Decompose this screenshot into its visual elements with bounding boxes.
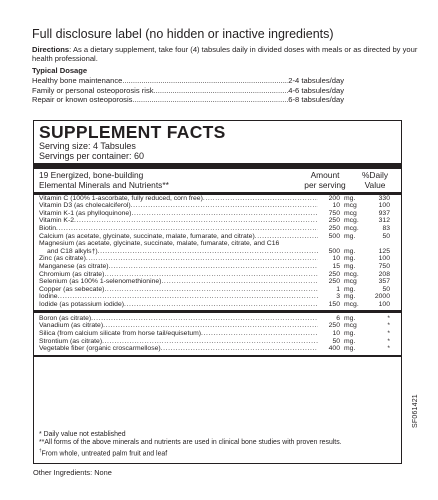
nutrient-row [39,278,396,286]
leader-dots [124,301,318,309]
nutrient-name-cell [39,225,318,233]
nutrient-name-cell [39,240,318,248]
leader-dots [279,240,318,248]
nutrient-name-cell [39,322,318,330]
nutrient-amount: 250 [328,224,340,232]
nutrient-name-cell [39,345,318,353]
nutrient-row [39,286,396,294]
leader-dots [131,202,318,210]
header-name [39,171,296,190]
nutrient-name-cell [39,301,318,309]
nutrient-unit: mg. [344,330,356,338]
leader-dots [132,95,288,105]
nutrient-name: Iodine [39,293,58,301]
nutrient-name: Chromium (as citrate) [39,270,105,278]
nutrient-daily-value: 125 [378,247,390,255]
nutrient-name-cell [39,217,318,225]
supplement-facts-panel [33,120,402,464]
header-dv-line2: Value [364,179,386,190]
nutrient-name: Vanadium (as citrate) [39,322,104,330]
nutrient-name: Selenium (as 100% 1-selenomethionine) [39,278,162,286]
nutrient-name: Zinc (as citrate) [39,255,86,263]
dosage-list [32,76,432,105]
other-nutrient-rows [34,315,401,353]
nutrient-daily-value: 937 [378,209,390,217]
nutrient-unit: mcg [344,202,357,210]
nutrient-name: Manganese (as citrate) [39,262,109,270]
leader-dots [104,286,318,294]
nutrient-amount: 500 [328,232,340,240]
leader-dots [109,263,318,271]
nutrient-amount: 50 [332,337,340,345]
nutrient-amount [318,240,340,248]
nutrient-row [39,240,396,248]
nutrient-daily-value: * [387,345,390,353]
header-dv-line1: %Daily [361,170,389,180]
footnotes [39,431,394,459]
nutrient-daily-value: 50 [382,232,390,240]
nutrient-amount: 1 [336,285,340,293]
nutrient-amount: 250 [328,270,340,278]
nutrient-amount: 500 [328,247,340,255]
directions-body: : As a dietary supplement, take four (4) tabsules daily in divided doses with meals or as directed by your health professional. [32,45,418,64]
nutrient-name: Vitamin K-1 (as phylloquinone) [39,209,132,217]
header-amount [296,171,354,190]
dosage-label: Repair or known osteoporosis [32,95,133,105]
nutrient-daily-value: 750 [378,262,390,270]
dosage-value: 6-8 tabsules/day [288,95,344,105]
nutrient-daily-value: 2000 [374,293,390,301]
leader-dots [255,233,318,241]
nutrient-name: Magnesium (as acetate, glycinate, succinate, malate, fumarate, citrate, and C16 [39,240,280,248]
nutrient-unit: mg. [344,314,356,322]
nutrient-daily-value: 208 [378,270,390,278]
nutrient-name: Silica (from calcium silicate from horse tail/equisetum) [39,330,202,338]
footnote-palm [39,447,394,459]
nutrient-daily-value: 330 [378,194,390,202]
leader-dots [56,225,318,233]
nutrient-name-cell [39,210,318,218]
leader-dots [58,293,318,301]
nutrient-rows [34,195,401,309]
nutrient-row [39,322,396,330]
nutrient-amount: 400 [328,345,340,353]
servings-per-container: Servings per container: 60 [39,151,145,161]
nutrient-name: Vegetable fiber (organic croscarmellose) [39,345,161,353]
disclosure-section [32,27,432,105]
leader-dots [161,278,318,286]
nutrient-name-cell [39,330,318,338]
footnote-palm-text: From whole, untreated palm fruit and leaf [41,450,168,458]
nutrient-unit: mcg. [344,224,359,232]
other-ingredients: Other Ingredients: None [33,468,112,477]
nutrient-name: Copper (as sebecate) [39,285,105,293]
nutrient-unit: mcg. [344,270,359,278]
nutrient-daily-value: 357 [378,278,390,286]
leader-dots [103,322,318,330]
header-daily-value [354,171,396,190]
nutrient-unit: mg. [344,232,356,240]
nutrient-row [39,225,396,233]
nutrient-amount: 6 [336,314,340,322]
nutrient-name: Boron (as citrate) [39,314,92,322]
nutrient-amount: 10 [332,255,340,263]
nutrient-row [39,315,396,323]
nutrient-unit: mg. [344,285,356,293]
footnote-clinical: **All forms of the above minerals and nutrients are used in clinical bone studies with proven results. [39,439,342,447]
nutrient-daily-value: 312 [378,217,390,225]
nutrient-name-cell [39,338,318,346]
nutrient-row [39,271,396,279]
nutrient-row [39,263,396,271]
nutrient-unit: mg. [344,293,356,301]
nutrient-amount: 250 [328,322,340,330]
nutrient-unit [340,240,366,248]
nutrient-unit: mg. [344,262,356,270]
nutrient-row [39,202,396,210]
label-code: SF061421 [412,394,419,428]
nutrient-unit: mcg. [344,217,359,225]
nutrient-daily-value: 50 [382,285,390,293]
nutrient-name-cell [39,233,318,241]
column-header [34,169,401,192]
leader-dots [122,76,288,86]
nutrient-row [39,338,396,346]
nutrient-unit: mcg [344,322,357,330]
nutrient-row [39,248,396,256]
nutrient-row [39,210,396,218]
serving-size: Serving size: 4 Tabsules [39,141,136,151]
nutrient-name-cell [39,255,318,263]
nutrient-name-cell [39,202,318,210]
dosage-row [32,76,344,86]
leader-dots [154,86,289,96]
leader-dots [86,255,318,263]
nutrient-row [39,195,396,203]
nutrient-unit: mcg [344,209,357,217]
nutrient-unit: mg. [344,345,356,353]
nutrient-daily-value: * [387,322,390,330]
panel-title: SUPPLEMENT FACTS [39,122,226,142]
nutrient-name-cell [39,195,318,203]
nutrient-daily-value: 100 [378,202,390,210]
dosage-label: Healthy bone maintenance [32,75,123,85]
nutrient-row [39,330,396,338]
leader-dots [74,217,318,225]
nutrient-name: Calcium (as acetate, glycinate, succinate, malate, fumarate, and citrate) [39,232,255,240]
nutrient-name-cell [39,278,318,286]
nutrient-name-cell [39,271,318,279]
nutrient-row [39,293,396,301]
header-name-line1: 19 Energized, bone-building [39,170,144,180]
nutrient-unit: mg. [344,255,356,263]
dosage-row [32,86,344,96]
header-amount-line2: per serving [304,179,346,190]
nutrient-row [39,217,396,225]
nutrient-amount: 10 [332,330,340,338]
nutrient-amount: 3 [336,293,340,301]
nutrient-amount: 150 [328,300,340,308]
nutrient-amount: 750 [328,209,340,217]
nutrient-name: Vitamin C (100% 1-ascorbate, fully reduced, corn free) [39,194,203,202]
nutrient-amount: 250 [328,278,340,286]
nutrient-daily-value: 100 [378,300,390,308]
dosage-value: 2-4 tabsules/day [288,75,344,85]
header-name-line2: Elemental Minerals and Nutrients** [39,179,169,190]
nutrient-name-cell [39,293,318,301]
nutrient-daily-value: * [387,337,390,345]
nutrient-name-cell [39,263,318,271]
header-amount-line1: Amount [310,170,340,180]
nutrient-name-cell [39,286,318,294]
nutrient-daily-value [366,240,396,248]
leader-dots [161,345,318,353]
leader-dots [98,248,318,256]
nutrient-name-cell [39,315,318,323]
nutrient-amount: 250 [328,217,340,225]
disclosure-title: Full disclosure label (no hidden or inactive ingredients) [32,27,334,41]
nutrient-name: Iodide (as potassium iodide) [39,300,125,308]
leader-dots [131,210,318,218]
dosage-row [32,95,344,105]
nutrient-name: and C18 alkyls†) [47,247,98,255]
dosage-value: 4-6 tabsules/day [288,85,344,95]
nutrient-name: Vitamin K-2 [39,217,75,225]
nutrient-name: Strontium (as citrate) [39,337,103,345]
nutrient-unit: mg. [344,194,356,202]
nutrient-unit: mcg. [344,300,359,308]
nutrient-amount: 10 [332,202,340,210]
typical-dosage-heading: Typical Dosage [32,66,88,76]
footer-divider [34,355,401,357]
nutrient-daily-value: 100 [378,255,390,263]
leader-dots [91,315,318,323]
nutrient-daily-value: * [387,314,390,322]
leader-dots [201,330,318,338]
nutrient-unit: mg. [344,337,356,345]
nutrient-name-cell [39,248,318,256]
nutrient-row [39,233,396,241]
nutrient-amount: 200 [328,194,340,202]
directions-text [32,45,432,63]
nutrient-row [39,301,396,309]
leader-dots [102,338,318,346]
nutrient-unit: mcg [344,278,357,286]
nutrient-name: Biotin [39,224,57,232]
nutrient-row [39,345,396,353]
leader-dots [203,195,318,203]
directions-label: Directions [32,45,70,54]
nutrient-name: Vitamin D3 (as cholecalciferol) [39,202,131,210]
dosage-label: Family or personal osteoporosis risk [32,85,154,95]
leader-dots [104,271,318,279]
nutrient-unit: mg. [344,247,356,255]
nutrient-daily-value: 83 [382,224,390,232]
footnote-daily-value: * Daily value not established [39,430,126,438]
nutrient-row [39,255,396,263]
footnote-palm-mark: † [39,448,42,454]
nutrient-amount: 15 [332,262,340,270]
nutrient-daily-value: * [387,330,390,338]
